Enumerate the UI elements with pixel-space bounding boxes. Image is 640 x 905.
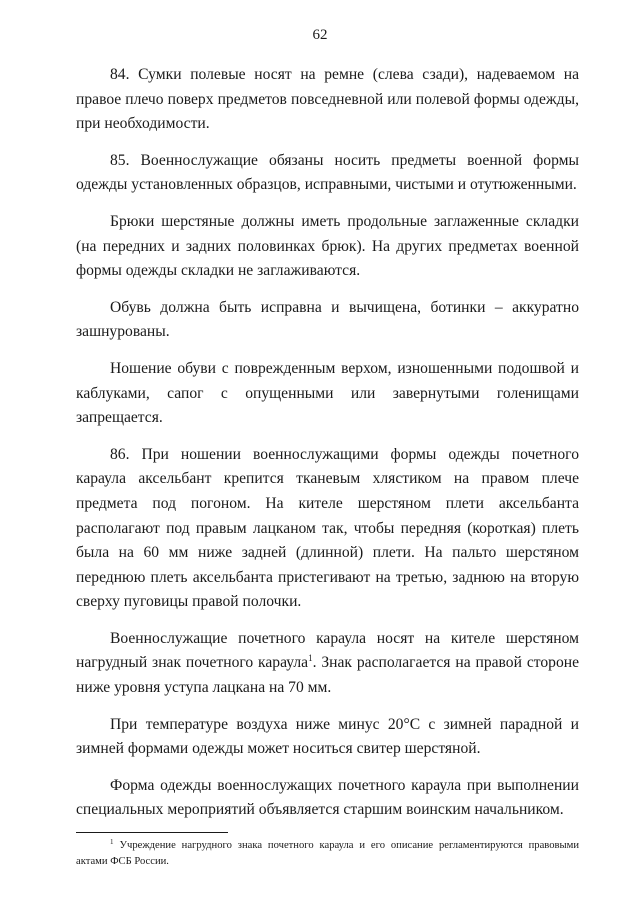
paragraph-footwear: Обувь должна быть исправна и вычищена, ботинки – аккуратно зашнурованы. <box>76 298 579 341</box>
paragraph-damaged-footwear: Ношение обуви с поврежденным верхом, изношенными подошвой и каблуками, сапог с опущенными или завернутыми голенищами запрещается. <box>76 359 579 427</box>
page-number: 62 <box>312 27 328 43</box>
footnote-divider <box>76 832 228 833</box>
paragraph-honor-guard-badge <box>76 627 579 701</box>
paragraph-sweater: При температуре воздуха ниже минус 20°С с зимней парадной и зимней формами одежды может носиться свитер шерстяной. <box>76 715 579 758</box>
paragraph-84: 84. Сумки полевые носят на ремне (слева сзади), надеваемом на правое плечо поверх предметов повседневной или полевой формы одежды, при необходимости. <box>76 66 579 133</box>
footnote <box>76 838 579 870</box>
paragraph-86: 86. При ношении военнослужащими формы одежды почетного караула аксельбант крепится тканевым хлястиком на правом плече предмета под погоном. На кителе шерстяном плети аксельбанта располагают под правым лацканом так, чтобы передняя (короткая) плеть была на 60 мм ниже задней (длинной) плети. На пальто шерстяном переднюю плеть аксельбанта пристегивают на третью, заднюю на вторую сверху пуговицы правой полочки. <box>76 445 579 611</box>
footnote-text: Учреждение нагрудного знака почетного караула и его описание регламентируются правовыми актами ФСБ России. <box>76 840 579 867</box>
paragraph-trousers: Брюки шерстяные должны иметь продольные заглаженные складки (на передних и задних половинках брюк). На других предметах военной формы одежды складки не заглаживаются. <box>76 212 579 280</box>
paragraph-honor-guard-badge-start: Военнослужащие почетного караула носят на кителе шерстяном нагрудный знак почетного караула <box>76 629 579 672</box>
paragraph-honor-guard-badge-end: . Знак располагается на правой стороне ниже уровня уступа лацкана на 70 мм. <box>76 654 580 697</box>
footnote-marker: 1 <box>110 838 114 846</box>
body-text <box>76 63 579 835</box>
paragraph-special-events: Форма одежды военнослужащих почетного караула при выполнении специальных мероприятий объявляется старшим воинским начальником. <box>76 776 579 819</box>
footnote-reference[interactable]: 1 <box>308 653 313 664</box>
paragraph-85: 85. Военнослужащие обязаны носить предметы военной формы одежды установленных образцов, исправными, чистыми и отутюженными. <box>76 151 579 194</box>
